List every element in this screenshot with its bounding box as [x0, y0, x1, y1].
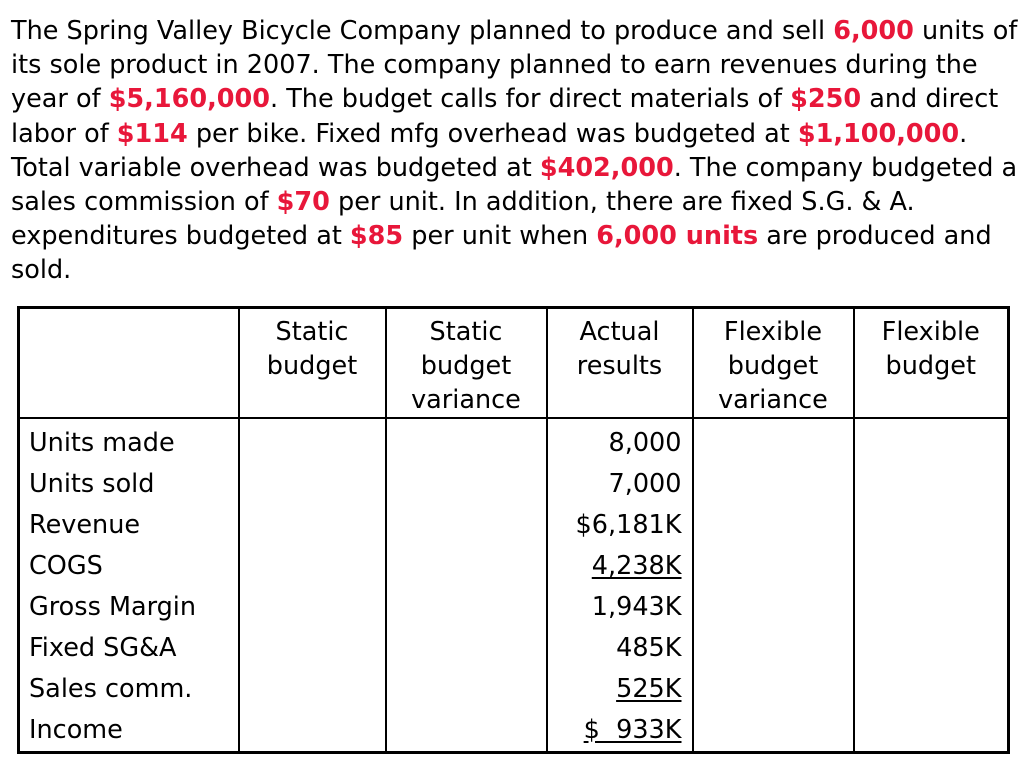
budget-variance-table [17, 306, 1010, 754]
statement-text: per bike. Fixed mfg overhead was budgeted at [187, 118, 798, 149]
row-label-revenue: Revenue [29, 510, 141, 540]
problem-statement [11, 14, 1021, 288]
row-label-cogs: COGS [29, 551, 103, 581]
flexible-budget-variance-column [693, 418, 854, 753]
statement-text: units of its sole product in 2007. The company planned to earn revenues during the year of [11, 16, 1018, 115]
header-blank [19, 308, 239, 419]
actual-gross-margin: 1,943K [591, 592, 682, 622]
statement-text: . The budget calls for direct materials of [270, 84, 791, 115]
highlight-fixed-overhead: $1,100,000 [797, 118, 960, 149]
table-body-row [19, 418, 1009, 753]
static-budget-column [239, 418, 386, 753]
statement-text: per unit when [403, 221, 597, 252]
table-header-row [19, 308, 1009, 419]
highlight-variable-overhead: $402,000 [539, 152, 674, 183]
header-flexible-budget: Flexible budget [854, 308, 1009, 419]
actual-cogs: 4,238K [591, 551, 682, 581]
row-label-sales-comm: Sales comm. [29, 674, 193, 704]
row-label-gross-margin: Gross Margin [29, 592, 197, 622]
flexible-budget-column [854, 418, 1009, 753]
highlight-planned-units: 6,000 [833, 16, 914, 46]
row-labels-column [19, 418, 239, 753]
highlight-units-basis: 6,000 units [596, 221, 759, 252]
actual-units-made: 8,000 [608, 428, 682, 458]
highlight-direct-materials: $250 [790, 84, 862, 115]
highlight-direct-labor: $114 [116, 118, 188, 149]
header-static-budget: Static budget [239, 308, 386, 419]
row-label-units-sold: Units sold [29, 469, 155, 499]
actual-results-column [547, 418, 693, 753]
static-budget-variance-column [386, 418, 547, 753]
highlight-fixed-sga-per-unit: $85 [349, 221, 404, 252]
actual-sales-comm: 525K [616, 674, 682, 704]
highlight-sales-commission: $70 [276, 187, 330, 218]
statement-text: . The company budgeted a sales commission of [11, 152, 1018, 218]
actual-fixed-sga: 485K [616, 633, 682, 663]
statement-text: and direct labor of [11, 84, 999, 149]
actual-units-sold: 7,000 [608, 469, 682, 499]
row-label-income: Income [29, 715, 123, 745]
highlight-planned-revenue: $5,160,000 [108, 84, 271, 115]
statement-text: . Total variable overhead was budgeted at [11, 118, 968, 183]
statement-text: The Spring Valley Bicycle Company planned to produce and sell [11, 16, 834, 46]
actual-revenue: $6,181K [575, 510, 682, 540]
header-static-budget-variance: Static budget variance [386, 308, 547, 419]
statement-text: per unit. In addition, there are fixed S.G. & A. expenditures budgeted at [11, 187, 915, 252]
statement-text: are produced and sold. [11, 221, 992, 286]
row-label-units-made: Units made [29, 428, 175, 458]
row-label-fixed-sga: Fixed SG&A [29, 633, 177, 663]
header-flexible-budget-variance: Flexible budget variance [693, 308, 854, 419]
actual-income: $ 933K [583, 715, 682, 745]
header-actual-results: Actual results [547, 308, 693, 419]
